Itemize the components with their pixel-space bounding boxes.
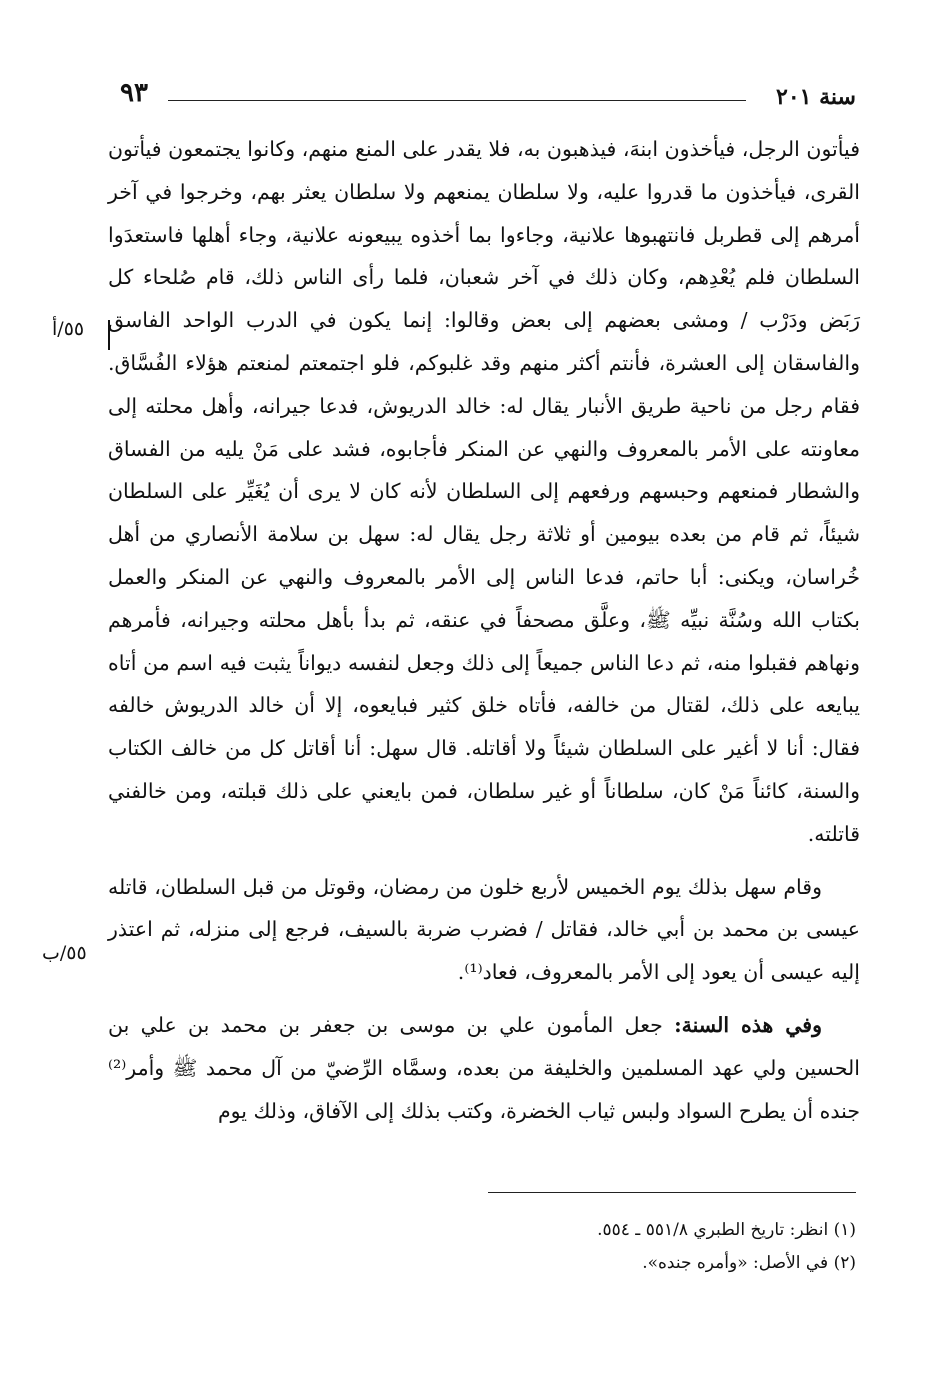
footnote-2: (٢) في الأصل: «وأمره جنده».: [642, 1253, 856, 1273]
page-header: [108, 78, 856, 118]
margin-folio-a: ٥٥/أ: [52, 318, 85, 340]
footnote-1: (١) انظر: تاريخ الطبري ٥٥١/٨ ـ ٥٥٤.: [597, 1220, 856, 1240]
main-text: [108, 128, 860, 1132]
footnote-rule: [488, 1192, 856, 1193]
paragraph-3-lead: وفي هذه السنة:: [674, 1012, 822, 1037]
header-rule: [168, 100, 746, 101]
paragraph-2: وقام سهل بذلك يوم الخميس لأربع خلون من رمضان، وقوتل من قبل السلطان، قاتله عيسى بن محمد بن أبي خالد، فقاتل / فضرب ضربة بالسيف، فرجع إلى منزله، ثم اعتذر إليه عيسى أن يعود إلى الأمر بالمعروف، فعاد⁽¹⁾.: [108, 874, 860, 985]
running-title: سنة ٢٠١: [776, 84, 856, 110]
margin-folio-b: ٥٥/ب: [42, 942, 87, 964]
paragraph-1: فيأتون الرجل، فيأخذون ابنهَ، فيذهبون به، فلا يقدر على المنع منهم، وكانوا يجتمعون فيأتون القرى، فيأخذون ما قدروا عليه، ولا سلطان يمنعهم ولا سلطان يعثر بهم، وخرجوا في آخر أمرهم إلى قطربل فانتهبوها علانية، وجاءوا بما أخذوه يبيعونه علانية، وجاء أهلها فاستعدَوا السلطان فلم يُعْدِهم، وكان ذلك في آخر شعبان، فلما رأى الناس ذلك، قام صُلحاء كل رَبَض ودَرْب / ومشى بعضهم إلى بعض وقالوا: إنما يكون في الدرب الواحد الفاسق والفاسقان إلى العشرة، فأنتم أكثر منهم وقد غلبوكم، فلو اجتمعتم لمنعتم هؤلاء الفُسَّاق. فقام رجل من ناحية طريق الأنبار يقال له: خالد الدريوش، فدعا جيرانه، وأهل محلته إلى معاونته على الأمر بالمعروف والنهي عن المنكر فأجابوه، فشد على مَنْ يليه من الفساق والشطار فمنعهم وحبسهم ورفعهم إلى السلطان لأنه كان لا يرى أن يُغَيِّر على السلطان شيئاً، ثم قام من بعده بيومين أو ثلاثة رجل يقال له: سهل بن سلامة الأنصاري من أهل خُراسان، ويكنى: أبا حاتم، فدعا الناس إلى الأمر بالمعروف والنهي عن المنكر والعمل بكتاب الله وسُنَّة نبيِّه ﷺ، وعلَّق مصحفاً في عنقه، ثم بدأ بأهل محلته وجيرانه، فأمرهم ونهاهم فقبلوا منه، ثم دعا الناس جميعاً إلى ذلك وجعل لنفسه ديواناً يثبت فيه اسم من أتاه يبايعه على ذلك، لقتال من خالفه، فأتاه خلق كثير فبايعوه، إلا أن خالد الدريوش خالفه فقال: أنا لا أغير على السلطان شيئاً ولا أقاتله. قال سهل: أنا أقاتل كل من خالف الكتاب والسنة، كائناً مَنْ كان، سلطاناً أو غير سلطان، فمن بايعني على ذلك قبلته، ومن خالفني قاتلته.: [108, 137, 860, 846]
page-number: ٩٣: [120, 78, 148, 108]
paragraph-3-text: جعل المأمون علي بن موسى بن جعفر بن محمد بن علي بن الحسين ولي عهد المسلمين والخليفة من بعده، وسمَّاه الرِّضيّ من آل محمد ﷺ وأمر⁽²⁾ جنده أن يطرح السواد ولبس ثياب الخضرة، وكتب بذلك إلى الآفاق، وذلك يوم: [108, 1012, 860, 1123]
paragraph-3: [108, 1004, 860, 1132]
footnotes: [480, 1214, 856, 1280]
